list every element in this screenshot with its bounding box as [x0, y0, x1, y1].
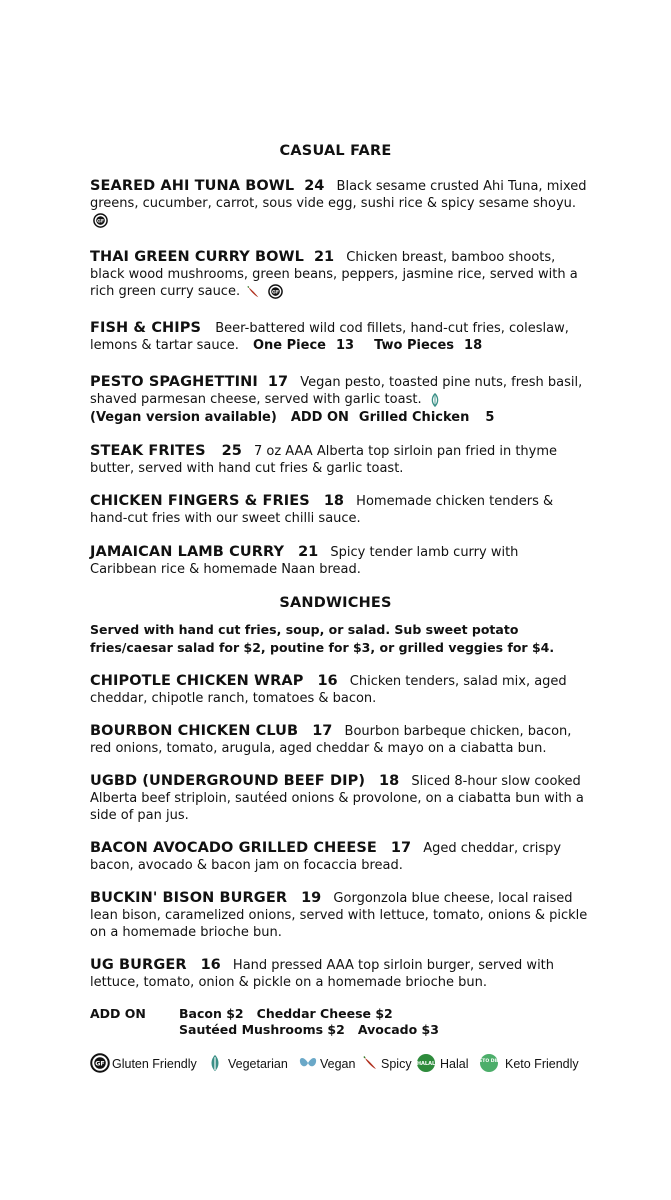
item-price: 21 [298, 544, 319, 560]
legend-label: Vegan [320, 1057, 356, 1071]
item-name: SEARED AHI TUNA BOWL [90, 178, 295, 194]
dietary-legend [90, 1052, 590, 1076]
item-name: UGBD (UNDERGROUND BEEF DIP) [90, 773, 366, 789]
menu-item-chipotle-chicken-wrap [90, 673, 588, 707]
item-description: Beer-battered wild cod fillets, hand-cut fries, coleslaw, lemons & tartar sauce. [90, 321, 569, 353]
svg-text:GF: GF [272, 290, 280, 296]
gluten-friendly-icon [90, 1053, 110, 1076]
legend-vegetarian [208, 1052, 288, 1076]
option-two-pieces-price: 18 [464, 338, 483, 353]
halal-icon [416, 1053, 436, 1076]
item-name: FISH & CHIPS [90, 320, 202, 336]
item-name: STEAK FRITES [90, 443, 206, 459]
gluten-friendly-icon [268, 284, 283, 299]
burger-add-ons [90, 1006, 510, 1040]
add-on-label: ADD ON [90, 1006, 146, 1021]
keto-badge-text: KETO DIET [475, 1058, 503, 1064]
menu-item-bison-burger [90, 890, 588, 941]
menu-item-ahi-tuna-bowl [90, 178, 588, 229]
legend-label: Halal [440, 1057, 469, 1071]
add-on-options [179, 1006, 509, 1038]
legend-spicy [363, 1052, 412, 1076]
legend-halal [416, 1052, 469, 1076]
item-description: Spicy tender lamb curry with Caribbean rice & homemade Naan bread. [90, 545, 519, 577]
legend-vegan [298, 1052, 355, 1076]
item-price: 17 [312, 723, 333, 739]
item-name: CHIPOTLE CHICKEN WRAP [90, 673, 304, 689]
vegetarian-icon [429, 393, 441, 407]
menu-item-ugbd-beef-dip [90, 773, 588, 824]
section-title-casual-fare: CASUAL FARE [279, 143, 392, 159]
item-name: THAI GREEN CURRY BOWL [90, 249, 304, 265]
menu-item-bourbon-chicken-club [90, 723, 588, 757]
vegetarian-icon [208, 1053, 222, 1076]
spicy-icon [363, 1055, 379, 1074]
item-price: 17 [390, 840, 412, 856]
item-description: Hand pressed AAA top sirloin burger, served with lettuce, tomato, onion & pickle on a homemade brioche bun. [90, 958, 555, 990]
svg-text:GF: GF [95, 1060, 105, 1067]
legend-keto-friendly [475, 1052, 579, 1076]
svg-text:GF: GF [96, 219, 105, 225]
gluten-friendly-icon [93, 213, 108, 228]
legend-gluten-friendly [90, 1052, 197, 1076]
item-name: BUCKIN' BISON BURGER [90, 890, 288, 906]
add-on-grilled-chicken-price: 5 [485, 410, 495, 425]
add-on-line-2: Sautéed Mushrooms $2 Avocado $3 [179, 1022, 439, 1037]
item-price: 21 [313, 249, 335, 265]
item-description: 7 oz AAA Alberta top sirloin pan fried in thyme butter, served with hand cut fries & garlic toast. [90, 444, 558, 476]
item-price: 18 [379, 773, 400, 789]
item-price: 19 [301, 890, 322, 906]
item-name: JAMAICAN LAMB CURRY [90, 544, 285, 560]
item-description: Sliced 8-hour slow cooked Alberta beef striploin, sautéed onions & provolone, on a ciabatta bun with a side of pan jus. [90, 774, 584, 823]
add-on-label: ADD ON [290, 410, 349, 425]
option-two-pieces: Two Pieces [374, 338, 455, 353]
item-description: Vegan pesto, toasted pine nuts, fresh basil, shaved parmesan cheese, served with garlic toast. [90, 375, 583, 407]
item-price: 25 [221, 443, 242, 459]
item-description: Gorgonzola blue cheese, local raised lean bison, caramelized onions, served with lettuce, tomato, onions & pickle on a homemade brioche bun. [90, 891, 588, 940]
keto-icon [475, 1053, 503, 1076]
add-on-grilled-chicken: Grilled Chicken [358, 410, 470, 425]
add-on-line-1: Bacon $2 Cheddar Cheese $2 [179, 1006, 393, 1021]
sandwich-sides-note: Served with hand cut fries, soup, or salad. Sub sweet potato fries/caesar salad for $2, poutine for $3, or grilled veggies for $4. [90, 622, 555, 655]
legend-label: Keto Friendly [505, 1057, 579, 1071]
option-one-piece: One Piece [253, 338, 326, 353]
menu-item-fish-and-chips [90, 320, 588, 354]
item-price: 18 [323, 493, 345, 509]
menu-item-bacon-avocado-grilled-cheese [90, 840, 588, 874]
item-price: 16 [317, 673, 338, 689]
item-description: Bourbon barbeque chicken, bacon, red onions, tomato, arugula, aged cheddar & mayo on a ciabatta bun. [90, 724, 572, 756]
halal-badge-text: HALAL [416, 1060, 436, 1067]
menu-item-jamaican-lamb-curry [90, 544, 588, 578]
menu-item-steak-frites [90, 443, 588, 477]
legend-label: Gluten Friendly [112, 1057, 197, 1071]
item-name: BACON AVOCADO GRILLED CHEESE [90, 840, 377, 856]
item-price: 24 [304, 178, 325, 194]
vegan-icon [298, 1055, 318, 1074]
item-name: CHICKEN FINGERS & FRIES [90, 493, 310, 509]
menu-item-chicken-fingers [90, 493, 588, 527]
item-price: 17 [267, 374, 289, 390]
item-description: Aged cheddar, crispy bacon, avocado & bacon jam on focaccia bread. [90, 841, 562, 873]
menu-item-pesto-spaghettini [90, 374, 588, 426]
item-name: UG BURGER [90, 957, 187, 973]
item-name: BOURBON CHICKEN CLUB [90, 723, 299, 739]
legend-label: Spicy [381, 1057, 412, 1071]
item-name: PESTO SPAGHETTINI [90, 374, 258, 390]
option-one-piece-price: 13 [335, 338, 355, 353]
section-title-sandwiches: SANDWICHES [279, 595, 392, 611]
spicy-icon [247, 285, 261, 299]
legend-label: Vegetarian [228, 1057, 288, 1071]
menu-item-thai-green-curry [90, 249, 588, 300]
item-description: Homemade chicken tenders & hand-cut fries with our sweet chilli sauce. [90, 494, 554, 526]
item-description: Chicken tenders, salad mix, aged cheddar, chipotle ranch, tomatoes & bacon. [90, 674, 567, 706]
item-price: 16 [200, 957, 221, 973]
item-description: Chicken breast, bamboo shoots, black wood mushrooms, green beans, peppers, jasmine rice, served with a rich green curry sauce. [90, 250, 578, 299]
menu-item-ug-burger [90, 957, 588, 991]
item-description: Black sesame crusted Ahi Tuna, mixed greens, cucumber, carrot, sous vide egg, sushi rice & spicy sesame shoyu. [90, 179, 587, 211]
vegan-version-note: (Vegan version available) [90, 410, 277, 425]
